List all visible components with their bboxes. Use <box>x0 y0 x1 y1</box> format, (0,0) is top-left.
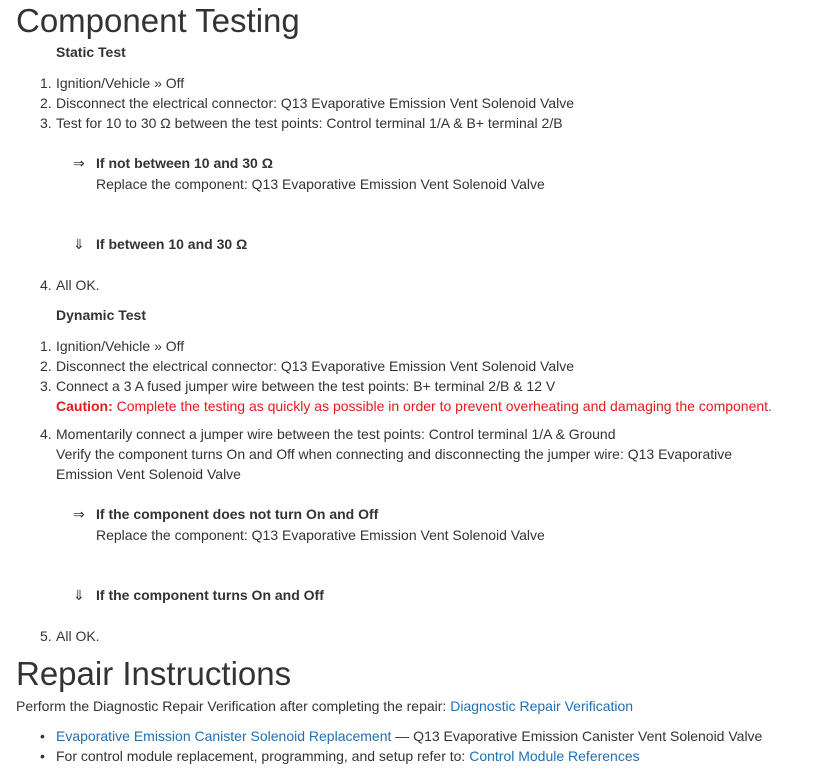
step-number: 2. <box>40 358 52 374</box>
dynamic-step-3: Connect a 3 A fused jumper wire between the test points: B+ terminal 2/B & 12 V <box>56 378 556 394</box>
caution-text: Complete the testing as quickly as possible in order to prevent overheating and damaging the component. <box>112 398 772 414</box>
step-number: 3. <box>40 115 52 131</box>
dynamic-fail-condition: If the component does not turn On and Off <box>96 506 379 522</box>
static-pass-condition: If between 10 and 30 Ω <box>96 236 248 252</box>
down-arrow-icon: ⇓ <box>73 236 85 252</box>
bullet-icon: • <box>40 748 45 764</box>
right-arrow-icon: ⇒ <box>73 155 85 171</box>
dynamic-fail-action: Replace the component: Q13 Evaporative Emission Vent Solenoid Valve <box>96 527 545 543</box>
dynamic-step-2: Disconnect the electrical connector: Q13 Evaporative Emission Vent Solenoid Valve <box>56 358 575 374</box>
step-number: 1. <box>40 338 52 354</box>
step-number: 4. <box>40 277 52 293</box>
down-arrow-icon: ⇓ <box>73 587 85 603</box>
repair-bullet-2 <box>56 747 640 765</box>
control-module-references-link[interactable]: Control Module References <box>469 748 640 764</box>
dynamic-step-4-line-2: Verify the component turns On and Off when connecting and disconnecting the jumper wire: Q13 Evaporative <box>56 446 733 462</box>
diagnostic-repair-verification-link[interactable]: Diagnostic Repair Verification <box>450 698 634 714</box>
step-number: 4. <box>40 426 52 442</box>
repair-bullet-1-text: — Q13 Evaporative Emission Canister Vent Solenoid Valve <box>391 728 763 744</box>
bullet-icon: • <box>40 728 45 744</box>
dynamic-step-4-line-3: Emission Vent Solenoid Valve <box>56 466 241 482</box>
static-fail-action: Replace the component: Q13 Evaporative Emission Vent Solenoid Valve <box>96 176 545 192</box>
step-number: 3. <box>40 378 52 394</box>
static-test-heading: Static Test <box>56 44 126 60</box>
repair-intro-text: Perform the Diagnostic Repair Verification after completing the repair: <box>16 698 451 714</box>
dynamic-pass-condition: If the component turns On and Off <box>96 587 324 603</box>
step-number: 5. <box>40 628 52 644</box>
static-step-2: Disconnect the electrical connector: Q13 Evaporative Emission Vent Solenoid Valve <box>56 95 575 111</box>
component-testing-title: Component Testing <box>16 2 300 39</box>
dynamic-step-5: All OK. <box>56 628 100 644</box>
dynamic-step-1: Ignition/Vehicle » Off <box>56 338 185 354</box>
dynamic-test-heading: Dynamic Test <box>56 307 146 323</box>
static-step-4: All OK. <box>56 277 100 293</box>
canister-solenoid-replacement-link[interactable]: Evaporative Emission Canister Solenoid Replacement <box>56 728 392 744</box>
step-number: 2. <box>40 95 52 111</box>
static-fail-condition: If not between 10 and 30 Ω <box>96 155 273 171</box>
repair-bullet-1 <box>56 727 762 745</box>
repair-instructions-title: Repair Instructions <box>16 655 292 692</box>
static-step-1: Ignition/Vehicle » Off <box>56 75 185 91</box>
right-arrow-icon: ⇒ <box>73 506 85 522</box>
dynamic-step-4-line-1: Momentarily connect a jumper wire between the test points: Control terminal 1/A & Ground <box>56 426 616 442</box>
caution-note <box>56 397 772 415</box>
repair-intro <box>16 697 633 715</box>
repair-bullet-2-text: For control module replacement, programming, and setup refer to: <box>56 748 470 764</box>
static-step-3: Test for 10 to 30 Ω between the test points: Control terminal 1/A & B+ terminal 2/B <box>56 115 563 131</box>
step-number: 1. <box>40 75 52 91</box>
caution-label: Caution: <box>56 398 113 414</box>
